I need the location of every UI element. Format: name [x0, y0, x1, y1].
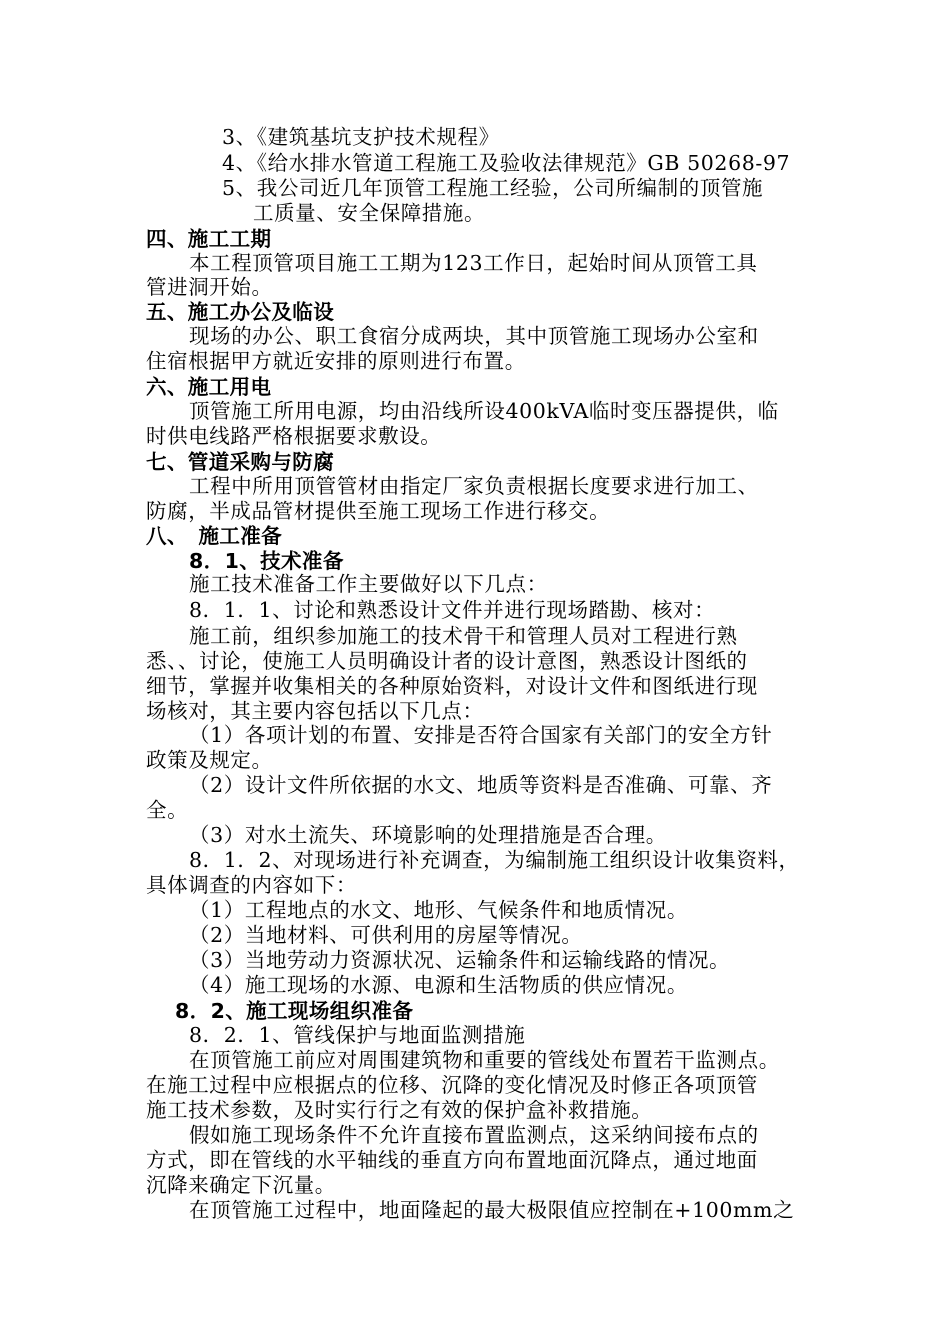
paragraph-line: 具体调查的内容如下：	[146, 873, 357, 897]
subsection-heading-8-2: 8．2、施工现场组织准备	[175, 999, 414, 1023]
paragraph-line: 8．1．1、讨论和熟悉设计文件并进行现场踏勘、核对：	[189, 598, 716, 622]
reference-item-5-cont: 工质量、安全保障措施。	[253, 201, 486, 225]
list-item: （1）各项计划的布置、安排是否符合国家有关部门的安全方针	[189, 723, 773, 747]
list-item-cont: 全。	[146, 798, 189, 822]
paragraph-line: 8．2．1、管线保护与地面监测措施	[189, 1023, 526, 1047]
list-item: （3）当地劳动力资源状况、运输条件和运输线路的情况。	[189, 948, 731, 972]
reference-item-3: 3、《建筑基坑支护技术规程》	[222, 125, 500, 149]
paragraph-line: 住宿根据甲方就近安排的原则进行布置。	[146, 349, 526, 373]
section-heading-8: 八、 施工准备	[146, 524, 283, 548]
paragraph-line: 防腐，半成品管材提供至施工现场工作进行移交。	[146, 499, 611, 523]
paragraph-line: 施工技术参数，及时实行行之有效的保护盒补救措施。	[146, 1098, 653, 1122]
list-item: （3）对水土流失、环境影响的处理措施是否合理。	[189, 823, 667, 847]
list-item-cont: 政策及规定。	[146, 748, 273, 772]
paragraph-line: 工程中所用顶管管材由指定厂家负责根据长度要求进行加工、	[189, 474, 759, 498]
paragraph-line: 8．1．2、对现场进行补充调查，为编制施工组织设计收集资料，	[189, 848, 800, 872]
paragraph-line: 时供电线路严格根据要求敷设。	[146, 424, 442, 448]
reference-item-4: 4、《给水排水管道工程施工及验收法律规范》GB 50268-97	[222, 151, 791, 175]
paragraph-line: 顶管施工所用电源，均由沿线所设400kVA临时变压器提供，临	[189, 399, 779, 423]
subsection-heading-8-1: 8．1、技术准备	[189, 549, 344, 573]
paragraph-line: 在顶管施工前应对周围建筑物和重要的管线处布置若干监测点。	[189, 1048, 780, 1072]
list-item: （2）设计文件所依据的水文、地质等资料是否准确、可靠、齐	[189, 773, 773, 797]
paragraph-line: 细节，掌握并收集相关的各种原始资料，对设计文件和图纸进行现	[146, 674, 758, 698]
paragraph-line: 悉、、讨论，使施工人员明确设计者的设计意图，熟悉设计图纸的	[146, 649, 748, 673]
paragraph-line: 假如施工现场条件不允许直接布置监测点，这采纳间接布点的	[189, 1123, 759, 1147]
section-heading-7: 七、管道采购与防腐	[146, 450, 335, 474]
section-heading-5: 五、施工办公及临设	[146, 300, 335, 324]
paragraph-line: 管进洞开始。	[146, 275, 273, 299]
list-item: （1）工程地点的水文、地形、气候条件和地质情况。	[189, 898, 688, 922]
paragraph-line: 方式，即在管线的水平轴线的垂直方向布置地面沉降点，通过地面	[146, 1148, 758, 1172]
paragraph-line: 施工前，组织参加施工的技术骨干和管理人员对工程进行熟	[189, 624, 738, 648]
paragraph-line: 现场的办公、职工食宿分成两块，其中顶管施工现场办公室和	[189, 324, 759, 348]
paragraph-line: 在顶管施工过程中，地面隆起的最大极限值应控制在+100mm之	[189, 1198, 795, 1222]
reference-item-5: 5、我公司近几年顶管工程施工经验，公司所编制的顶管施	[222, 176, 764, 200]
list-item: （4）施工现场的水源、电源和生活物质的供应情况。	[189, 973, 688, 997]
paragraph-line: 施工技术准备工作主要做好以下几点：	[189, 572, 548, 596]
list-item: （2）当地材料、可供利用的房屋等情况。	[189, 923, 583, 947]
paragraph-line: 在施工过程中应根据点的位移、沉降的变化情况及时修正各项顶管	[146, 1073, 758, 1097]
section-heading-4: 四、施工工期	[146, 227, 272, 251]
paragraph-line: 场核对，其主要内容包括以下几点：	[146, 699, 484, 723]
paragraph-line: 沉降来确定下沉量。	[146, 1173, 336, 1197]
paragraph-line: 本工程顶管项目施工工期为123工作日，起始时间从顶管工具	[189, 251, 758, 275]
section-heading-6: 六、施工用电	[146, 375, 272, 399]
